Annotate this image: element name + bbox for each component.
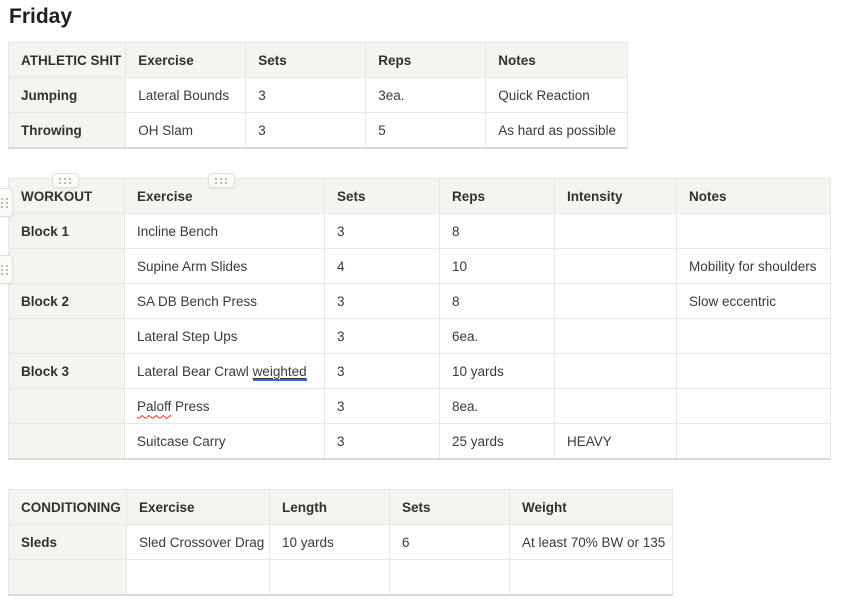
table-cell[interactable]: 3 xyxy=(246,113,366,149)
drag-dot xyxy=(1,265,3,267)
column-header[interactable]: Length xyxy=(270,490,390,525)
table-cell[interactable] xyxy=(510,560,673,596)
table-title-cell[interactable]: WORKOUT xyxy=(9,179,125,214)
table-title-cell[interactable]: CONDITIONING xyxy=(9,490,127,525)
table-cell[interactable]: 4 xyxy=(325,249,440,284)
table-cell[interactable]: OH Slam xyxy=(126,113,246,149)
drag-dot xyxy=(1,273,3,275)
table-cell[interactable] xyxy=(270,560,390,596)
table-row xyxy=(9,560,673,596)
misspelled-text: Paloff xyxy=(137,398,172,414)
table-cell[interactable] xyxy=(555,249,677,284)
table-cell[interactable] xyxy=(125,389,325,424)
cell-text: Press xyxy=(171,398,210,414)
table-row xyxy=(9,319,831,354)
table-cell[interactable]: 3 xyxy=(325,284,440,319)
table-cell[interactable]: 3 xyxy=(325,319,440,354)
row-label-cell[interactable] xyxy=(9,389,125,424)
table-header-row xyxy=(9,490,673,525)
row-drag-handle-icon[interactable] xyxy=(0,188,13,217)
row-label-cell[interactable]: Block 3 xyxy=(9,354,125,389)
table-cell[interactable] xyxy=(390,560,510,596)
drag-dot xyxy=(6,269,8,271)
table-header-row xyxy=(9,179,831,214)
row-label-cell[interactable]: Block 1 xyxy=(9,214,125,249)
table-cell[interactable]: Supine Arm Slides xyxy=(125,249,325,284)
drag-dot xyxy=(1,202,3,204)
row-drag-handle-icon[interactable] xyxy=(0,255,13,284)
table-cell[interactable]: Lateral Step Ups xyxy=(125,319,325,354)
drag-dot xyxy=(6,273,8,275)
table-cell[interactable] xyxy=(555,214,677,249)
drag-dot xyxy=(220,182,222,184)
table-cell[interactable]: HEAVY xyxy=(555,424,677,460)
drag-dot xyxy=(59,178,61,180)
page-title[interactable]: Friday xyxy=(9,5,73,28)
column-header[interactable]: Notes xyxy=(677,179,831,214)
column-header[interactable]: Notes xyxy=(486,43,628,78)
drag-dot xyxy=(64,178,66,180)
drag-dot xyxy=(6,206,8,208)
drag-dot xyxy=(220,178,222,180)
drag-dot xyxy=(6,202,8,204)
table-row xyxy=(9,525,673,560)
row-label-cell[interactable] xyxy=(9,424,125,460)
table-header-row xyxy=(9,43,628,78)
row-label-cell[interactable] xyxy=(9,319,125,354)
column-header[interactable]: Sets xyxy=(246,43,366,78)
table-row xyxy=(9,284,831,319)
column-header[interactable]: Intensity xyxy=(555,179,677,214)
table-cell[interactable]: SA DB Bench Press xyxy=(125,284,325,319)
table-workout xyxy=(8,178,831,460)
table-cell[interactable]: 10 xyxy=(440,249,555,284)
column-header[interactable]: Reps xyxy=(366,43,486,78)
column-header[interactable]: Exercise xyxy=(125,179,325,214)
column-header[interactable]: Sets xyxy=(390,490,510,525)
drag-dot xyxy=(69,178,71,180)
table-conditioning xyxy=(8,489,673,596)
drag-dot xyxy=(6,198,8,200)
drag-dot xyxy=(64,182,66,184)
table-cell[interactable]: 3 xyxy=(325,389,440,424)
table-title-cell[interactable]: ATHLETIC SHIT xyxy=(9,43,126,78)
table-cell[interactable]: 8 xyxy=(440,214,555,249)
column-header[interactable]: Exercise xyxy=(126,43,246,78)
table-row xyxy=(9,113,628,149)
column-header[interactable]: Sets xyxy=(325,179,440,214)
table-cell[interactable]: 25 yards xyxy=(440,424,555,460)
table-cell[interactable]: 3ea. xyxy=(366,78,486,113)
table-row xyxy=(9,389,831,424)
table-cell[interactable]: 8 xyxy=(440,284,555,319)
table-row xyxy=(9,214,831,249)
table-cell[interactable] xyxy=(555,284,677,319)
grammar-marked-text: weighted xyxy=(252,363,307,379)
table-cell[interactable] xyxy=(555,389,677,424)
drag-dot xyxy=(225,178,227,180)
row-label-cell[interactable]: Sleds xyxy=(9,525,127,560)
table-cell[interactable]: 6ea. xyxy=(440,319,555,354)
column-header[interactable]: Reps xyxy=(440,179,555,214)
drag-dot xyxy=(1,198,3,200)
table-athletic xyxy=(8,42,628,149)
table-row xyxy=(9,354,831,389)
table-cell[interactable]: 10 yards xyxy=(270,525,390,560)
drag-dot xyxy=(59,182,61,184)
table-cell[interactable]: 6 xyxy=(390,525,510,560)
table-cell[interactable] xyxy=(555,319,677,354)
table-cell[interactable] xyxy=(677,214,831,249)
table-cell[interactable]: 8ea. xyxy=(440,389,555,424)
drag-dot xyxy=(215,182,217,184)
table-cell[interactable]: Lateral Bounds xyxy=(126,78,246,113)
drag-dot xyxy=(69,182,71,184)
table-cell[interactable]: As hard as possible xyxy=(486,113,628,149)
column-drag-handle-icon[interactable] xyxy=(52,173,79,188)
table-cell[interactable]: Sled Crossover Drag xyxy=(127,525,270,560)
column-drag-handle-icon[interactable] xyxy=(208,173,235,188)
table-cell[interactable] xyxy=(677,424,831,460)
table-cell[interactable]: 10 yards xyxy=(440,354,555,389)
table-cell[interactable]: Mobility for shoulders xyxy=(677,249,831,284)
table-cell[interactable]: Incline Bench xyxy=(125,214,325,249)
column-header[interactable]: Weight xyxy=(510,490,673,525)
drag-dot xyxy=(225,182,227,184)
table-cell[interactable]: Slow eccentric xyxy=(677,284,831,319)
table-cell[interactable]: 3 xyxy=(325,354,440,389)
table-cell[interactable] xyxy=(677,389,831,424)
table-row xyxy=(9,424,831,460)
table-cell[interactable]: Suitcase Carry xyxy=(125,424,325,460)
row-label-cell[interactable]: Jumping xyxy=(9,78,126,113)
table-cell[interactable]: 3 xyxy=(325,424,440,460)
row-label-cell[interactable]: Throwing xyxy=(9,113,126,149)
table-cell[interactable]: Quick Reaction xyxy=(486,78,628,113)
table-cell[interactable]: 5 xyxy=(366,113,486,149)
drag-dot xyxy=(1,206,3,208)
table-cell[interactable] xyxy=(677,319,831,354)
drag-dot xyxy=(1,269,3,271)
table-cell[interactable] xyxy=(125,354,325,389)
table-row xyxy=(9,78,628,113)
column-header[interactable]: Exercise xyxy=(127,490,270,525)
page-body xyxy=(0,42,849,596)
table-cell[interactable] xyxy=(127,560,270,596)
table-cell[interactable] xyxy=(677,354,831,389)
cell-text: Lateral Bear Crawl xyxy=(137,363,253,379)
row-label-cell[interactable] xyxy=(9,560,127,596)
drag-dot xyxy=(6,265,8,267)
row-label-cell[interactable]: Block 2 xyxy=(9,284,125,319)
table-cell[interactable] xyxy=(555,354,677,389)
table-cell[interactable]: 3 xyxy=(246,78,366,113)
row-label-cell[interactable] xyxy=(9,249,125,284)
table-cell[interactable]: 3 xyxy=(325,214,440,249)
table-cell[interactable]: At least 70% BW or 135 xyxy=(510,525,673,560)
table-row xyxy=(9,249,831,284)
drag-dot xyxy=(215,178,217,180)
